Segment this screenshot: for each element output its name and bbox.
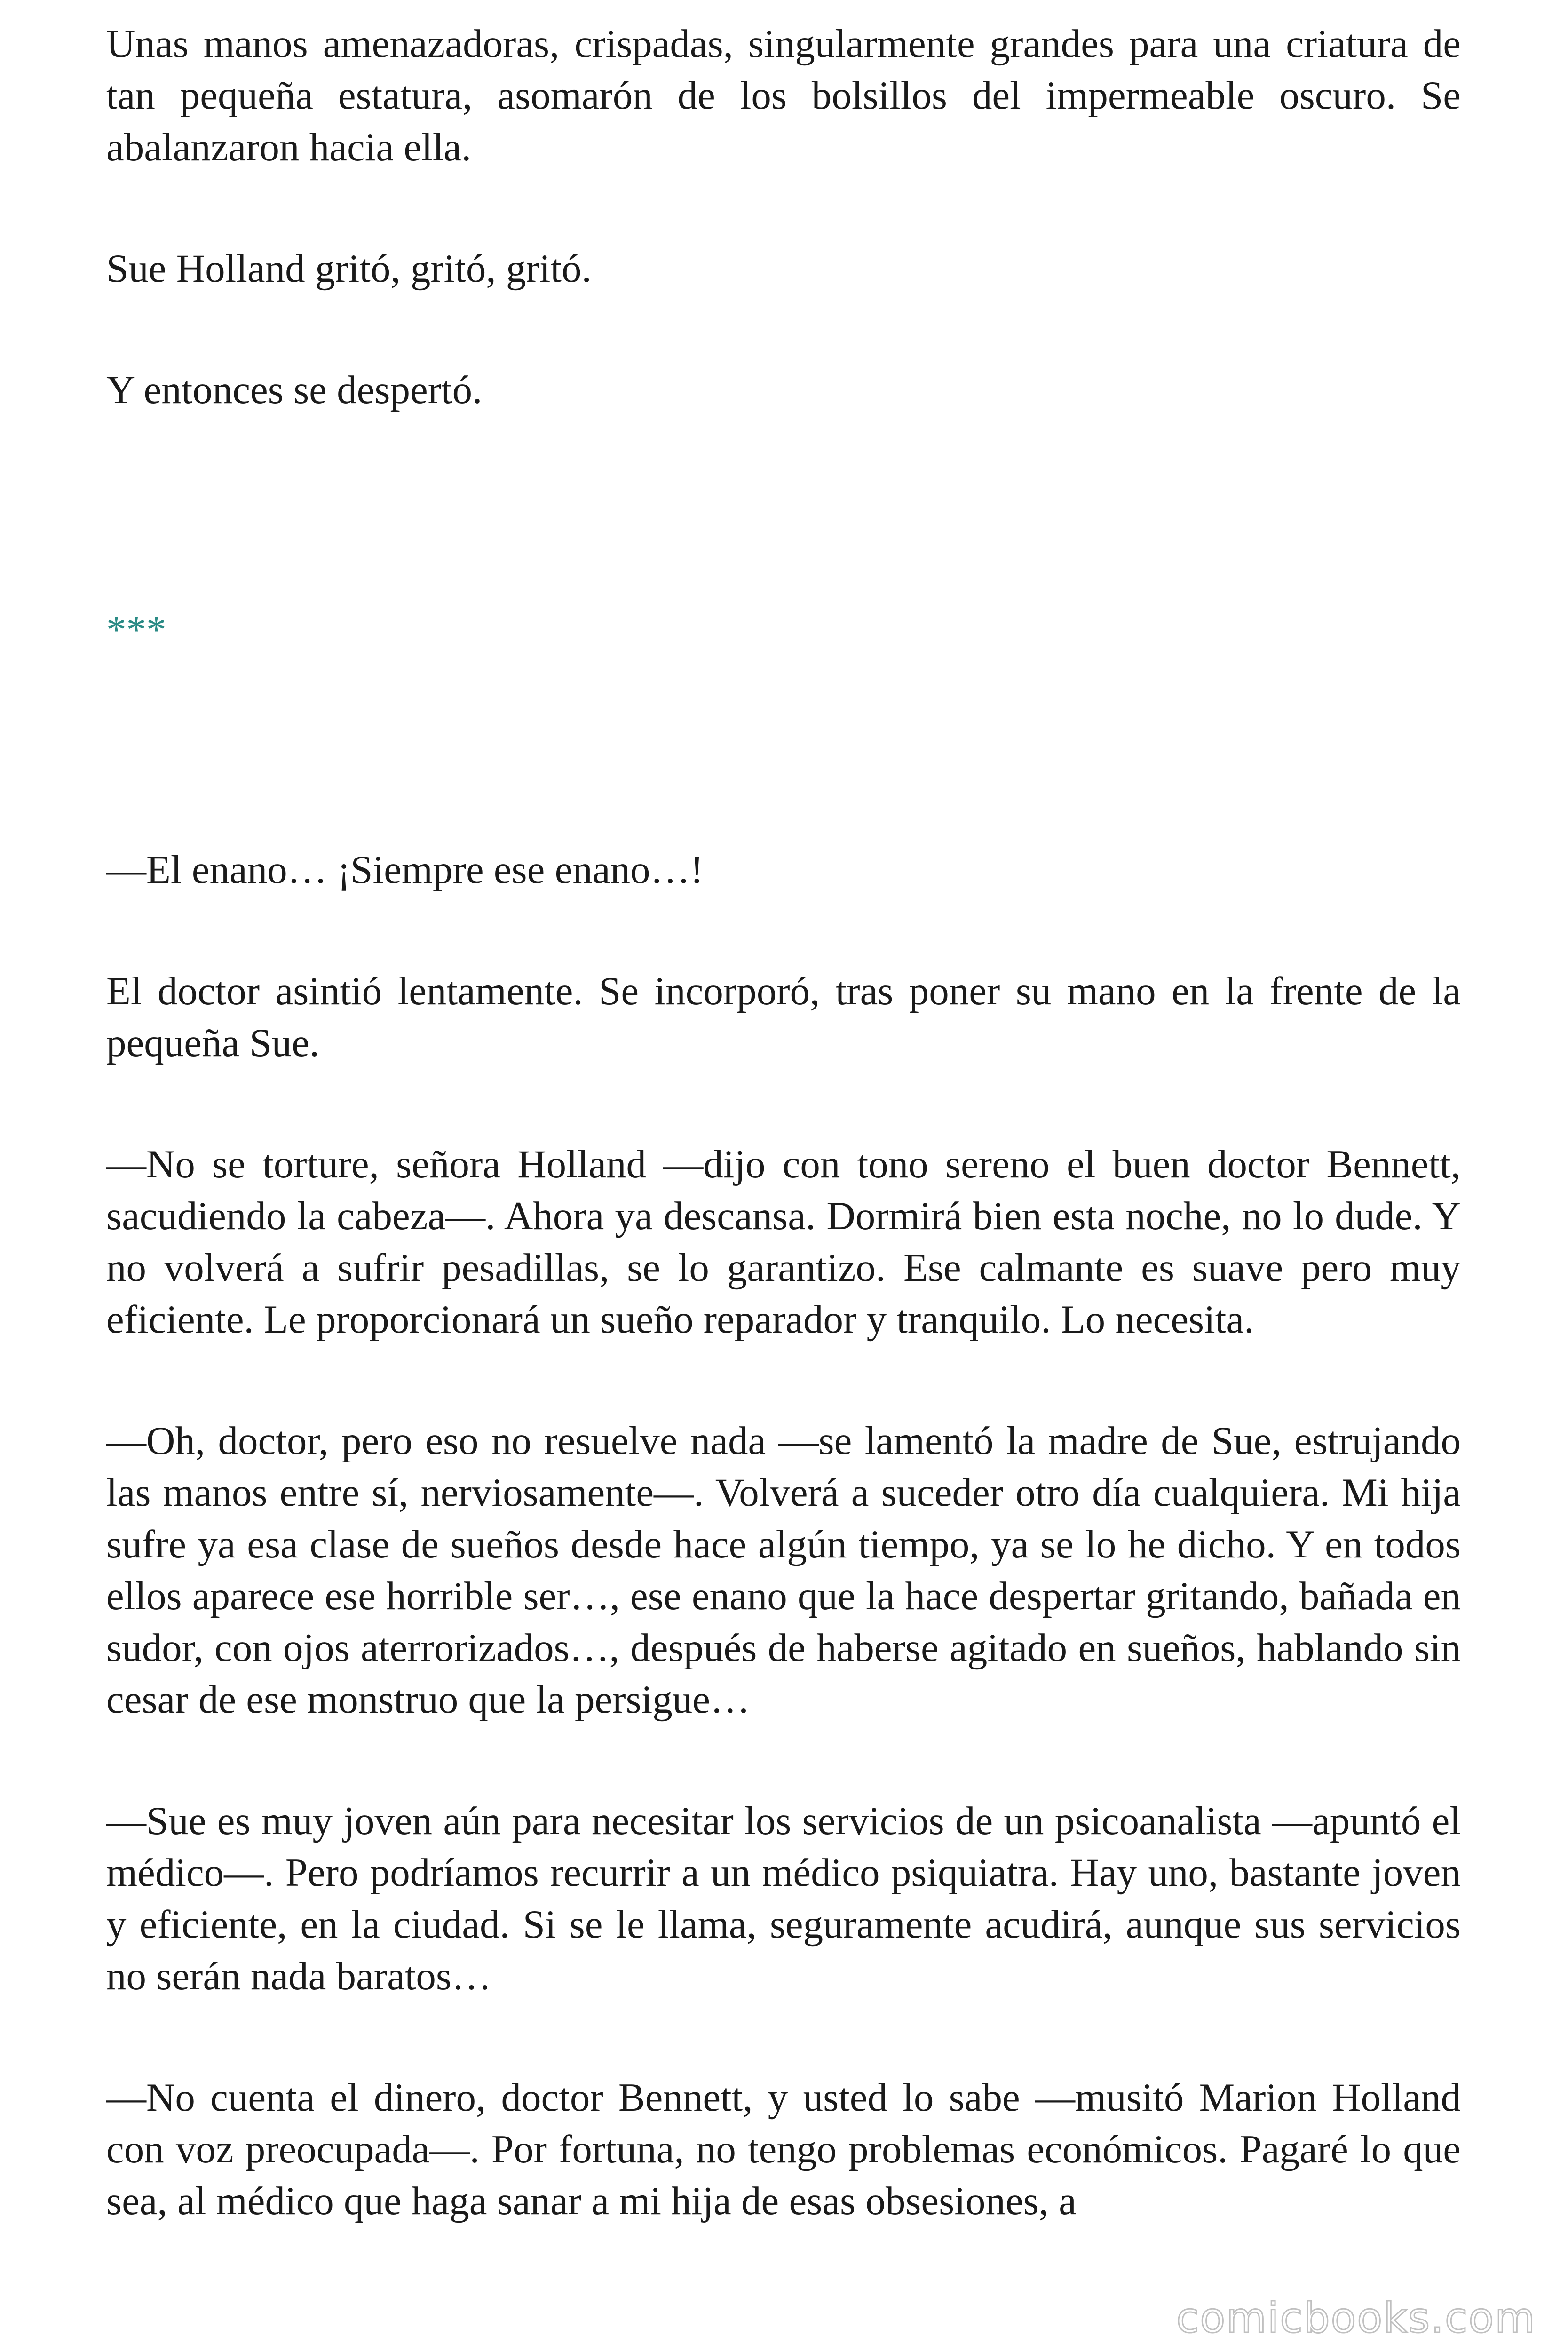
section-separator: ***: [106, 608, 166, 652]
paragraph: Y entonces se despertó.: [106, 368, 483, 412]
paragraph: Unas manos amenazadoras, crispadas, singularmente grandes para una criatura de tan pequeña estatura, asomarón de los bolsillos del impermeable oscuro. Se abalanzaron hacia ella.: [106, 22, 1461, 169]
paragraph: —El enano… ¡Siempre ese enano…!: [106, 848, 704, 892]
paragraph: —No se torture, señora Holland —dijo con tono sereno el buen doctor Bennett, sacudiendo la cabeza—. Ahora ya descansa. Dormirá bien esta noche, no lo dude. Y no volverá a sufrir pesadillas, se lo garantizo. Ese calmante es suave pero muy eficiente. Le proporcionará un sueño reparador y tranquilo. Lo necesita.: [106, 1142, 1461, 1342]
paragraph: —No cuenta el dinero, doctor Bennett, y usted lo sabe —musitó Marion Holland con voz preocupada—. Por fortuna, no tengo problemas económicos. Pagaré lo que sea, al médico que haga sanar a mi hija de esas obsesiones, a: [106, 2075, 1461, 2223]
watermark: comicbooks.com: [1176, 2294, 1536, 2342]
paragraph: El doctor asintió lentamente. Se incorporó, tras poner su mano en la frente de la pequeña Sue.: [106, 969, 1461, 1065]
paragraph: —Sue es muy joven aún para necesitar los servicios de un psicoanalista —apuntó el médico—. Pero podríamos recurrir a un médico psiquiatra. Hay uno, bastante joven y eficiente, en la ciudad. Si se le llama, seguramente acudirá, aunque sus servicios no serán nada baratos…: [106, 1799, 1461, 1998]
paragraph: Sue Holland gritó, gritó, gritó.: [106, 246, 592, 291]
paragraph: —Oh, doctor, pero eso no resuelve nada —se lamentó la madre de Sue, estrujando las manos entre sí, nerviosamente—. Volverá a suceder otro día cualquiera. Mi hija sufre ya esa clase de sueños desde hace algún tiempo, ya se lo he dicho. Y en todos ellos aparece ese horrible ser…, ese enano que la hace despertar gritando, bañada en sudor, con ojos aterrorizados…, después de haberse agitado en sueños, hablando sin cesar de ese monstruo que la persigue…: [106, 1419, 1461, 1722]
document-body: [106, 18, 1461, 2227]
